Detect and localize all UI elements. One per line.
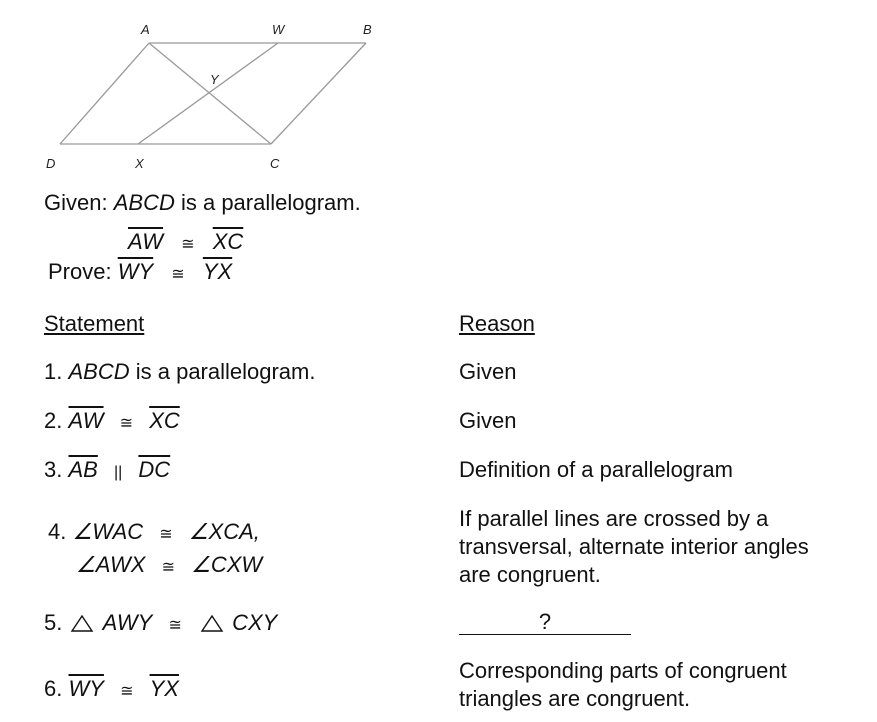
given-seg-1: $\overline{AW}$ xyxy=(128,229,164,254)
reason-1: Given xyxy=(459,359,517,384)
label-D: D xyxy=(46,156,56,171)
missing-reason-blank: ? xyxy=(459,610,631,635)
reason-4: If parallel lines are crossed by a transversal, alternate interior angles are congruent. xyxy=(459,506,809,587)
congruent-symbol: ≅ xyxy=(171,266,185,283)
statement-5: 5. AWY ≅ CXY xyxy=(44,610,277,638)
statement-3: 3. $\overline{AB}$ || $\overline{DC}$ xyxy=(44,457,171,482)
triangle-icon xyxy=(200,612,224,638)
given-line xyxy=(44,190,361,216)
congruent-symbol: ≅ xyxy=(181,236,195,253)
given-prefix: Given: xyxy=(44,190,108,215)
label-W: W xyxy=(272,22,285,37)
statement-header: Statement xyxy=(44,311,145,336)
parallelogram-diagram xyxy=(0,0,420,185)
label-Y: Y xyxy=(210,72,219,87)
reason-2: Given xyxy=(459,408,517,433)
prove-line xyxy=(48,259,232,285)
triangle-icon xyxy=(70,612,94,638)
prove-seg-1: $\overline{WY}$ xyxy=(117,259,154,284)
reason-5 xyxy=(459,609,631,635)
statement-4-line2: ∠AWX ≅ ∠CXW xyxy=(76,552,263,577)
reason-6: Corresponding parts of congruent triangles are congruent. xyxy=(459,658,787,711)
statement-2: 2. $\overline{AW}$ ≅ $\overline{XC}$ xyxy=(44,408,180,433)
prove-seg-2: $\overline{YX}$ xyxy=(202,259,233,284)
given-segments xyxy=(128,229,243,255)
statement-1: 1. ABCD is a parallelogram. xyxy=(44,359,316,384)
reason-3: Definition of a parallelogram xyxy=(459,457,733,482)
segment-DA xyxy=(60,43,149,144)
given-figure: ABCD xyxy=(113,190,175,215)
label-A: A xyxy=(141,22,150,37)
given-seg-2: $\overline{XC}$ xyxy=(212,229,244,254)
reason-header: Reason xyxy=(459,311,535,336)
segment-BC xyxy=(271,43,366,144)
label-B: B xyxy=(363,22,372,37)
statement-4-line1: 4. ∠WAC ≅ ∠XCA, xyxy=(48,519,260,544)
segment-WX xyxy=(138,43,278,144)
prove-prefix: Prove: xyxy=(48,259,112,284)
diagonal-AC xyxy=(149,43,271,144)
statement-6: 6. $\overline{WY}$ ≅ $\overline{YX}$ xyxy=(44,676,179,701)
label-C: C xyxy=(270,156,280,171)
label-X: X xyxy=(135,156,144,171)
given-text: is a parallelogram. xyxy=(180,190,361,215)
